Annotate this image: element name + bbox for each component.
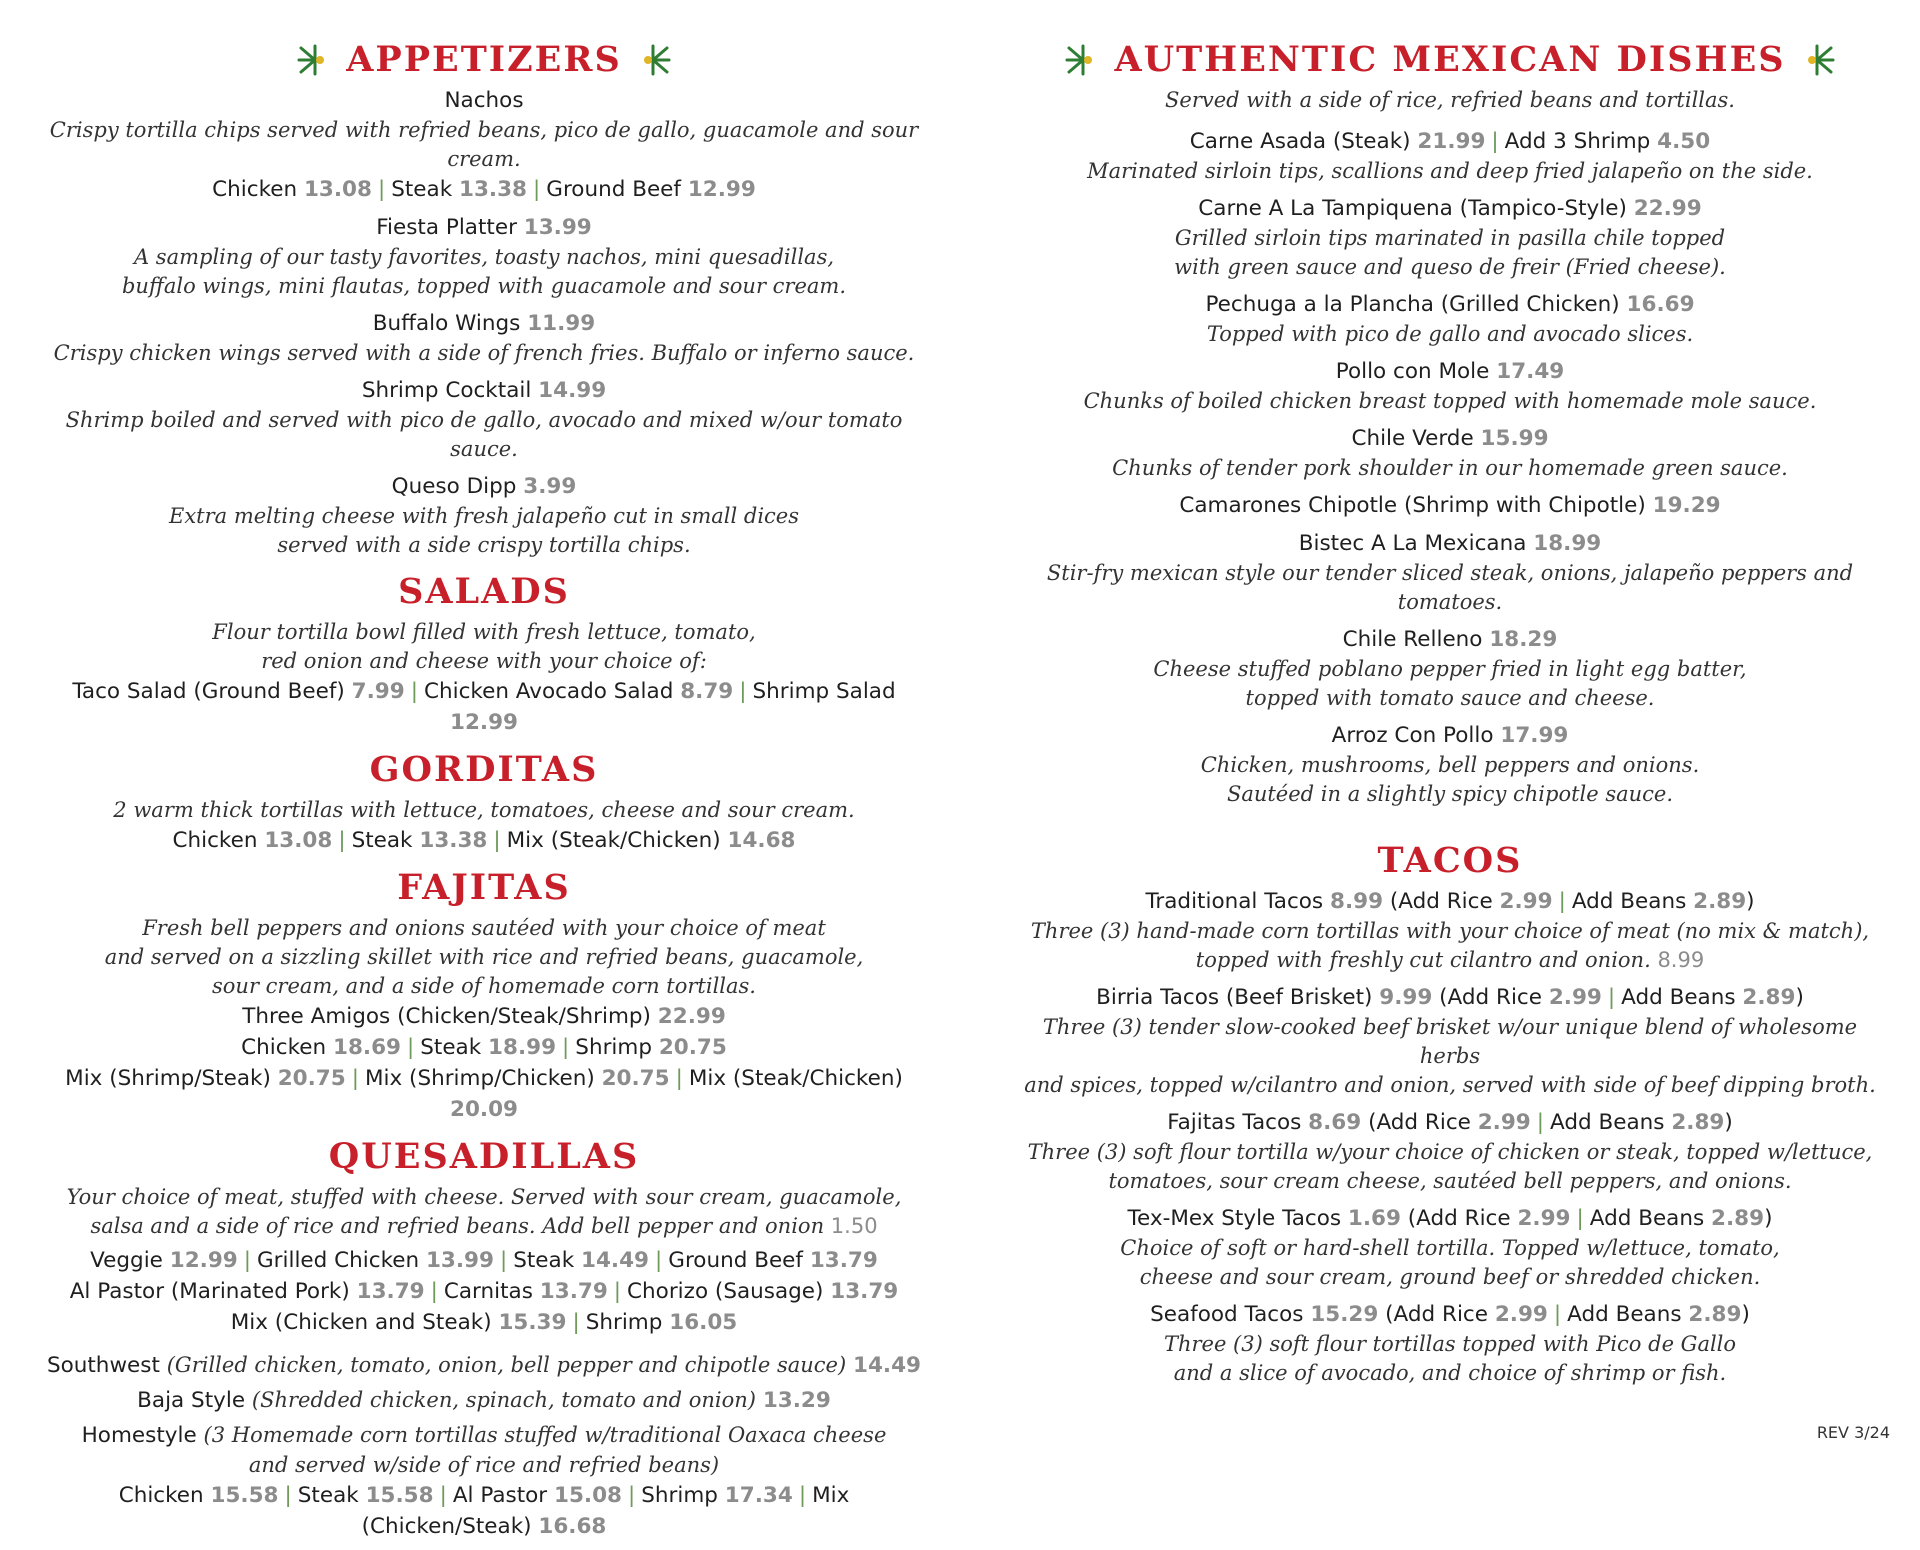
salads-title: SALADS — [398, 571, 570, 612]
option-name: Chicken — [118, 1483, 204, 1508]
item-name-line — [1022, 491, 1878, 521]
item-desc: Three (3) tender slow-cooked beef brisket w/our unique blend of wholesome herbs — [1042, 1015, 1858, 1068]
option-price: 20.75 — [658, 1035, 727, 1060]
item-desc: topped with tomato sauce and cheese. — [1245, 686, 1655, 710]
item-name-line — [1022, 424, 1878, 454]
section-desc: Flour tortilla bowl filled with fresh lettuce, tomato, — [212, 620, 756, 644]
item-name: Bistec A La Mexicana — [1298, 531, 1527, 556]
option-price: 12.99 — [449, 710, 518, 735]
item-price: 18.99 — [1533, 531, 1602, 556]
item-desc: Three (3) soft flour tortilla w/your choice of chicken or steak, topped w/lettuce, — [1027, 1140, 1873, 1164]
separator: | — [377, 177, 386, 202]
addon-beans-price: 2.89 — [1711, 1206, 1765, 1231]
item-price: 19.29 — [1652, 493, 1721, 518]
separator: | — [613, 1279, 622, 1304]
addon-beans: Add Beans — [1550, 1110, 1665, 1135]
item-name: Traditional Tacos — [1145, 889, 1324, 914]
options-row — [44, 676, 924, 738]
option-name: Mix (Shrimp/Chicken) — [364, 1066, 595, 1091]
item-desc: Marinated sirloin tips, scallions and deep fried jalapeño on the side. — [1087, 159, 1813, 183]
item-desc: Chunks of boiled chicken breast topped with homemade mole sauce. — [1083, 389, 1817, 413]
item-price: 1.69 — [1347, 1206, 1401, 1231]
separator: | — [628, 1483, 636, 1508]
item-name: Pechuga a la Plancha (Grilled Chicken) — [1205, 292, 1620, 317]
addon-rice: (Add Rice — [1368, 1110, 1471, 1135]
item-desc: A sampling of our tasty favorites, toasty nachos, mini quesadillas, — [133, 245, 835, 269]
separator: | — [798, 1483, 807, 1508]
option-name: Steak — [391, 177, 453, 202]
item-name: Chile Relleno — [1342, 627, 1483, 652]
option-price: 18.69 — [332, 1035, 401, 1060]
item-desc: buffalo wings, mini flautas, topped with guacamole and sour cream. — [121, 274, 847, 298]
section-desc: Fresh bell peppers and onions sautéed with your choice of meat — [142, 916, 826, 940]
option-price: 16.05 — [669, 1310, 738, 1335]
fajitas-heading — [44, 866, 924, 910]
option-name: Mix (Steak/Chicken) — [506, 828, 721, 853]
option-price: 18.99 — [488, 1035, 557, 1060]
option-price: 13.79 — [539, 1279, 608, 1304]
menu-item-queso-dipp — [44, 472, 924, 560]
item-desc: Shrimp boiled and served with pico de gallo, avocado and mixed w/our tomato sauce. — [65, 408, 903, 461]
fajitas-section — [44, 914, 924, 1125]
option-name: Steak — [513, 1248, 575, 1273]
option-name: Shrimp — [641, 1483, 718, 1508]
section-desc: Your choice of meat, stuffed with cheese. Served with sour cream, guacamole, — [66, 1185, 902, 1209]
option-price: 13.08 — [303, 177, 372, 202]
item-desc: served with a side crispy tortilla chips. — [277, 533, 691, 557]
separator: | — [655, 1248, 663, 1273]
option-name: Mix (Chicken and Steak) — [230, 1310, 492, 1335]
item-desc: cheese and sour cream, ground beef or shredded chicken. — [1139, 1265, 1761, 1289]
addon-price: 1.50 — [830, 1214, 878, 1238]
options-row — [44, 825, 924, 856]
item-desc: Chicken, mushrooms, bell peppers and onions. — [1200, 753, 1700, 777]
addon-rice-price: 2.99 — [1477, 1110, 1531, 1135]
item-name: Tex-Mex Style Tacos — [1127, 1206, 1342, 1231]
item-name: Arroz Con Pollo — [1331, 723, 1494, 748]
close-paren: ) — [1764, 1206, 1773, 1231]
option-price: 13.79 — [356, 1279, 425, 1304]
options-row — [44, 1245, 924, 1276]
addon-rice: (Add Rice — [1439, 985, 1542, 1010]
item-price: 9.99 — [1379, 985, 1433, 1010]
item-desc: Three (3) soft flour tortillas topped with Pico de Gallo — [1163, 1332, 1737, 1356]
options-row — [44, 174, 924, 205]
item-name-line — [44, 472, 924, 502]
item-price: 15.29 — [1310, 1302, 1379, 1327]
item-name-line — [44, 309, 924, 339]
option-name: Grilled Chicken — [257, 1248, 420, 1273]
item-price: 14.99 — [538, 378, 607, 403]
mexican-dishes-heading — [1022, 38, 1878, 82]
options-row — [44, 1001, 924, 1032]
left-column — [44, 38, 924, 1550]
option-price: 14.68 — [727, 828, 796, 853]
option-name: Carnitas — [443, 1279, 533, 1304]
addon-beans-price: 2.89 — [1742, 985, 1796, 1010]
separator: | — [499, 1248, 508, 1273]
options-row — [44, 1276, 924, 1307]
menu-item-shrimp-cocktail — [44, 376, 924, 464]
option-price: 13.99 — [425, 1248, 494, 1273]
item-desc: Extra melting cheese with fresh jalapeño cut in small dices — [168, 504, 799, 528]
option-price: 16.68 — [538, 1514, 607, 1539]
option-name: Al Pastor (Marinated Pork) — [69, 1279, 350, 1304]
addon-rice-price: 2.99 — [1548, 985, 1602, 1010]
separator: | — [284, 1483, 292, 1508]
option-name: Mix (Chicken/Steak) — [361, 1483, 850, 1539]
item-name-line — [1022, 887, 1878, 917]
item-name-line — [1022, 983, 1878, 1013]
separator: | — [410, 679, 418, 704]
close-paren: ) — [1795, 985, 1804, 1010]
separator: | — [351, 1066, 359, 1091]
option-price: 15.39 — [498, 1310, 567, 1335]
item-price: 8.99 — [1329, 889, 1384, 914]
item-price: 3.99 — [523, 474, 577, 499]
option-price: 12.99 — [169, 1248, 238, 1273]
option-name: Steak — [420, 1035, 482, 1060]
separator: | — [572, 1310, 580, 1335]
tacos-heading — [1022, 839, 1878, 883]
close-paren: ) — [1724, 1110, 1733, 1135]
option-price: 8.79 — [680, 679, 734, 704]
option-price: 20.75 — [277, 1066, 346, 1091]
sprig-icon — [634, 43, 672, 77]
menu-item-fiesta-platter — [44, 213, 924, 301]
section-desc: and served on a sizzling skillet with rice and refried beans, guacamole, — [104, 945, 864, 969]
item-name: Fiesta Platter — [376, 215, 517, 240]
section-desc-line — [44, 1212, 924, 1241]
item-desc: Stir-fry mexican style our tender sliced steak, onions, jalapeño peppers and tomatoes. — [1046, 561, 1854, 614]
option-name: Shrimp Salad — [752, 679, 896, 704]
item-name: Buffalo Wings — [372, 311, 521, 336]
item-name: Baja Style — [137, 1388, 246, 1413]
item-desc: (3 Homemade corn tortillas stuffed w/traditional Oaxaca cheese — [203, 1423, 887, 1447]
item-name: Pollo con Mole — [1335, 359, 1490, 384]
option-price: 17.34 — [724, 1483, 793, 1508]
addon-beans: Add Beans — [1589, 1206, 1705, 1231]
item-price: 8.99 — [1657, 948, 1705, 972]
item-desc: Crispy chicken wings served with a side of french fries. Buffalo or inferno sauce. — [53, 341, 915, 365]
option-name: Three Amigos (Chicken/Steak/Shrimp) — [242, 1004, 651, 1029]
item-price: 17.49 — [1496, 359, 1565, 384]
item-name-line — [1022, 529, 1878, 559]
item-desc: Sautéed in a slightly spicy chipotle sauce. — [1226, 782, 1674, 806]
item-name-line — [44, 376, 924, 406]
section-desc: sour cream, and a side of homemade corn tortillas. — [212, 974, 756, 998]
item-name-line — [1022, 1108, 1878, 1138]
gorditas-heading — [44, 748, 924, 792]
item-name: Seafood Tacos — [1150, 1302, 1304, 1327]
item-name-line — [1022, 194, 1878, 224]
item-desc: Crispy tortilla chips served with refried beans, pico de gallo, guacamole and sour cream. — [49, 118, 919, 171]
item-desc: Cheese stuffed poblano pepper fried in light egg batter, — [1153, 657, 1747, 681]
section-subtitle: Served with a side of rice, refried beans and tortillas. — [1165, 88, 1735, 112]
option-price: 13.79 — [830, 1279, 899, 1304]
item-name-line — [1022, 290, 1878, 320]
separator: | — [493, 828, 501, 853]
item-name: Nachos — [444, 88, 524, 113]
sprig-icon — [1798, 43, 1836, 77]
item-price: 21.99 — [1417, 129, 1486, 154]
salads-heading — [44, 570, 924, 614]
item-desc: with green sauce and queso de freir (Fried cheese). — [1174, 255, 1726, 279]
addon-rice-price: 2.99 — [1494, 1302, 1548, 1327]
item-desc: Three (3) hand-made corn tortillas with your choice of meat (no mix & match), — [1030, 919, 1870, 943]
separator: | — [243, 1248, 252, 1273]
item-name: Homestyle — [81, 1423, 197, 1448]
item-desc: (Grilled chicken, tomato, onion, bell pepper and chipotle sauce) — [166, 1353, 847, 1377]
item-name: Birria Tacos (Beef Brisket) — [1096, 985, 1373, 1010]
option-price: 15.08 — [554, 1483, 623, 1508]
option-price: 13.38 — [419, 828, 488, 853]
option-price: 7.99 — [351, 679, 405, 704]
item-price: 22.99 — [1633, 196, 1702, 221]
menu-item-arroz-con-pollo — [1022, 721, 1878, 809]
addon-beans-price: 2.89 — [1693, 889, 1747, 914]
addon-beans: Add Beans — [1567, 1302, 1682, 1327]
option-price: 13.38 — [459, 177, 528, 202]
option-name: Taco Salad (Ground Beef) — [72, 679, 345, 704]
sprig-icon — [296, 43, 334, 77]
options-row — [44, 1063, 924, 1125]
salads-section — [44, 618, 924, 738]
separator: | — [675, 1066, 683, 1091]
section-desc: salsa and a side of rice and refried beans. Add bell pepper and onion — [90, 1214, 825, 1238]
options-row — [44, 1480, 924, 1542]
option-price: 15.58 — [210, 1483, 279, 1508]
separator: | — [439, 1483, 447, 1508]
addon-beans-price: 2.89 — [1671, 1110, 1725, 1135]
item-name-line — [1022, 1300, 1878, 1330]
item-name-line — [44, 213, 924, 243]
fajitas-title: FAJITAS — [397, 867, 571, 908]
addon-beans: Add Beans — [1571, 889, 1687, 914]
menu-item-nachos — [44, 86, 924, 205]
item-name: Chile Verde — [1351, 426, 1474, 451]
separator: | — [338, 828, 346, 853]
item-name: Carne Asada (Steak) — [1189, 129, 1411, 154]
option-name: Mix (Shrimp/Steak) — [65, 1066, 271, 1091]
item-name: Queso Dipp — [391, 474, 517, 499]
addon-rice: (Add Rice — [1407, 1206, 1511, 1231]
item-desc: topped with freshly cut cilantro and onion. — [1195, 948, 1651, 972]
item-price: 17.99 — [1500, 723, 1569, 748]
item-name: Camarones Chipotle (Shrimp with Chipotle) — [1179, 493, 1646, 518]
menu-item-pollo-mole — [1022, 357, 1878, 416]
separator: | — [562, 1035, 570, 1060]
addon-rice: (Add Rice — [1389, 889, 1493, 914]
menu-item-homestyle — [44, 1420, 924, 1451]
item-desc: Topped with pico de gallo and avocado slices. — [1206, 322, 1694, 346]
separator: | — [1558, 889, 1566, 914]
separator: | — [407, 1035, 415, 1060]
menu-item-tex-mex-tacos — [1022, 1204, 1878, 1292]
appetizers-heading — [44, 38, 924, 82]
separator: | — [1576, 1206, 1584, 1231]
item-price: 15.99 — [1480, 426, 1549, 451]
appetizers-title: APPETIZERS — [346, 39, 622, 80]
option-price: 14.49 — [581, 1248, 650, 1273]
option-name: Chorizo (Sausage) — [627, 1279, 824, 1304]
item-name: Carne A La Tampiquena (Tampico-Style) — [1198, 196, 1627, 221]
quesadillas-section — [44, 1183, 924, 1542]
option-name: Ground Beef — [668, 1248, 803, 1273]
item-name: Shrimp Cocktail — [361, 378, 532, 403]
item-price: 18.29 — [1489, 627, 1558, 652]
option-price: 22.99 — [657, 1004, 726, 1029]
option-name: Shrimp — [585, 1310, 663, 1335]
item-name-line — [1022, 1204, 1878, 1234]
item-desc: Grilled sirloin tips marinated in pasilla chile topped — [1174, 226, 1726, 250]
gorditas-title: GORDITAS — [369, 749, 599, 790]
option-price: 13.08 — [264, 828, 333, 853]
item-price: 13.29 — [762, 1388, 831, 1413]
mexican-dishes-title: AUTHENTIC MEXICAN DISHES — [1114, 39, 1786, 80]
separator: | — [1491, 129, 1499, 154]
menu-item-fajitas-tacos — [1022, 1108, 1878, 1196]
addon-rice-price: 2.99 — [1499, 889, 1553, 914]
item-name-line — [1022, 127, 1878, 157]
section-desc: red onion and cheese with your choice of: — [261, 649, 707, 673]
separator: | — [1553, 1302, 1562, 1327]
item-name-line — [1022, 625, 1878, 655]
menu-item-bistec — [1022, 529, 1878, 617]
option-name: Chicken — [212, 177, 298, 202]
revision-label: REV 3/24 — [1816, 1423, 1890, 1442]
menu-item-chile-verde — [1022, 424, 1878, 483]
item-desc: and a slice of avocado, and choice of shrimp or fish. — [1173, 1361, 1727, 1385]
option-name: Mix (Steak/Chicken) — [688, 1066, 903, 1091]
addon-rice: (Add Rice — [1385, 1302, 1488, 1327]
tacos-title: TACOS — [1377, 840, 1523, 881]
menu-item-birria-tacos — [1022, 983, 1878, 1100]
menu-item-southwest — [44, 1350, 924, 1381]
item-desc: Chunks of tender pork shoulder in our homemade green sauce. — [1112, 456, 1788, 480]
option-name: Shrimp — [575, 1035, 652, 1060]
addon-rice-price: 2.99 — [1517, 1206, 1571, 1231]
option-name: Chicken — [172, 828, 258, 853]
option-name: Al Pastor — [452, 1483, 548, 1508]
gorditas-section — [44, 796, 924, 856]
menu-item-tampiquena — [1022, 194, 1878, 282]
item-price: 8.69 — [1308, 1110, 1362, 1135]
option-name: Steak — [297, 1483, 359, 1508]
menu-item-baja-style — [44, 1385, 924, 1416]
item-price: 11.99 — [527, 311, 596, 336]
menu-item-carne-asada — [1022, 127, 1878, 186]
option-name: Chicken Avocado Salad — [423, 679, 674, 704]
option-name: Veggie — [90, 1248, 163, 1273]
item-desc-line — [1022, 946, 1878, 975]
addon-name: Add 3 Shrimp — [1504, 129, 1651, 154]
separator: | — [1536, 1110, 1545, 1135]
right-column — [1022, 38, 1878, 1396]
sprig-icon — [1064, 43, 1102, 77]
separator: | — [430, 1279, 438, 1304]
option-name: Ground Beef — [546, 177, 681, 202]
option-name: Steak — [351, 828, 413, 853]
option-price: 13.79 — [809, 1248, 878, 1273]
menu-item-traditional-tacos — [1022, 887, 1878, 975]
item-name: Southwest — [46, 1353, 160, 1378]
item-price: 16.69 — [1626, 292, 1695, 317]
item-price: 14.49 — [853, 1353, 922, 1378]
item-name: Fajitas Tacos — [1167, 1110, 1302, 1135]
option-price: 15.58 — [365, 1483, 434, 1508]
options-row — [44, 1307, 924, 1338]
item-desc: Choice of soft or hard-shell tortilla. Topped w/lettuce, tomato, — [1120, 1236, 1780, 1260]
menu-item-seafood-tacos — [1022, 1300, 1878, 1388]
menu-item-camarones — [1022, 491, 1878, 521]
addon-beans: Add Beans — [1621, 985, 1736, 1010]
option-price: 20.09 — [449, 1097, 518, 1122]
quesadillas-title: QUESADILLAS — [328, 1136, 640, 1177]
section-desc: 2 warm thick tortillas with lettuce, tomatoes, cheese and sour cream. — [113, 798, 855, 822]
item-desc: (Shredded chicken, spinach, tomato and onion) — [251, 1388, 756, 1412]
item-name-line — [1022, 357, 1878, 387]
quesadillas-heading — [44, 1135, 924, 1179]
item-desc: tomatoes, sour cream cheese, sautéed bell peppers, and onions. — [1108, 1169, 1792, 1193]
close-paren: ) — [1746, 889, 1755, 914]
menu-item-buffalo-wings — [44, 309, 924, 368]
addon-beans-price: 2.89 — [1688, 1302, 1742, 1327]
option-price: 12.99 — [687, 177, 756, 202]
menu-item-pechuga — [1022, 290, 1878, 349]
item-desc: and spices, topped w/cilantro and onion, served with side of beef dipping broth. — [1024, 1073, 1876, 1097]
item-desc: and served w/side of rice and refried beans) — [248, 1453, 720, 1477]
close-paren: ) — [1741, 1302, 1750, 1327]
options-row — [44, 1032, 924, 1063]
addon-price: 4.50 — [1657, 129, 1711, 154]
item-name-line — [1022, 721, 1878, 751]
option-name: Chicken — [241, 1035, 327, 1060]
menu-item-chile-relleno — [1022, 625, 1878, 713]
separator: | — [1607, 985, 1616, 1010]
item-price: 13.99 — [523, 215, 592, 240]
separator: | — [533, 177, 541, 202]
option-price: 20.75 — [601, 1066, 670, 1091]
separator: | — [739, 679, 747, 704]
